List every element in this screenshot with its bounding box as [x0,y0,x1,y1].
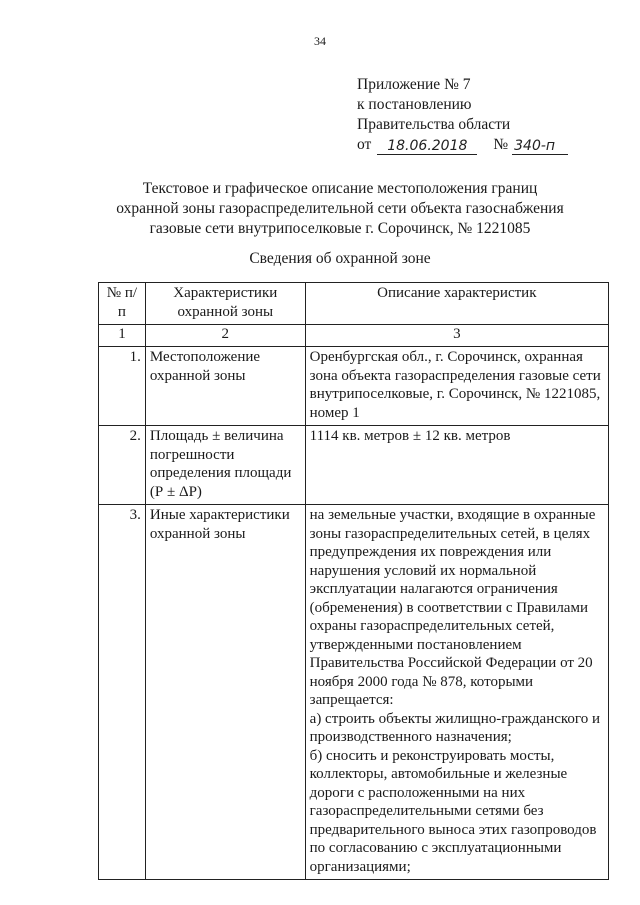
decree-date-number-line [357,135,568,155]
appendix-line-2: к постановлению [357,96,472,113]
column-number: 3 [305,325,608,347]
appendix-block [357,75,568,155]
row-characteristic: Иные характеристики охранной зоны [145,505,305,880]
row-number: 3. [99,505,146,880]
title-line-2: охранной зоны газораспределительной сети объекта газоснабжения [116,200,564,217]
section-title: Сведения об охранной зоне [249,250,431,267]
header-number: № п/п [99,283,146,325]
description-item-b: б) сносить и реконструировать мосты, коллекторы, автомобильные и железные дороги с расположенными на них газораспределительными сетями без предварительного выноса этих газопроводов по согласованию с эксплуатационными организациями; [309,747,597,875]
header-characteristic: Характеристики охранной зоны [145,283,305,325]
page-number: 34 [314,34,326,48]
table-row [99,505,609,880]
column-number-row [99,325,609,347]
title-line-1: Текстовое и графическое описание местоположения границ [142,180,538,197]
number-label: № [493,136,509,153]
title-line-3: газовые сети внутрипоселковые г. Сорочинск, № 1221085 [149,220,531,237]
table-row [99,426,609,505]
description-item-a: а) строить объекты жилищно-гражданского и производственного назначения; [309,710,600,745]
from-label: от [357,136,372,153]
row-description: Оренбургская обл., г. Сорочинск, охранная зона объекта газораспределения газовые сети внутрипоселковые, г. Сорочинск, № 1221085, номер 1 [305,347,608,426]
column-number: 1 [99,325,146,347]
table-row [99,347,609,426]
row-number: 2. [99,426,146,505]
column-number: 2 [145,325,305,347]
appendix-line-3: Правительства области [357,116,511,133]
appendix-line-1: Приложение № 7 [357,76,471,93]
zone-info-table [98,282,609,880]
handwritten-number: 340-п [512,138,568,155]
description-main: на земельные участки, входящие в охранные зоны газораспределительных сетей, в целях предупреждения их повреждения или нарушения условий их нормальной эксплуатации налагаются ограничения (обременения) в соответствии с Правилами охраны газораспределительных сетей, утвержденными постановлением Правительства Российской Федерации от 20 ноября 2000 года № 878, которыми запрещается: [309,507,596,708]
row-description [305,505,608,880]
row-characteristic: Площадь ± величина погрешности определения площади (Р ± ΔР) [145,426,305,505]
header-description: Описание характеристик [305,283,608,325]
row-characteristic: Местоположение охранной зоны [145,347,305,426]
row-number: 1. [99,347,146,426]
row-description: 1114 кв. метров ± 12 кв. метров [305,426,608,505]
handwritten-date: 18.06.2018 [377,138,477,155]
table-header-row [99,283,609,325]
document-title [60,179,620,239]
